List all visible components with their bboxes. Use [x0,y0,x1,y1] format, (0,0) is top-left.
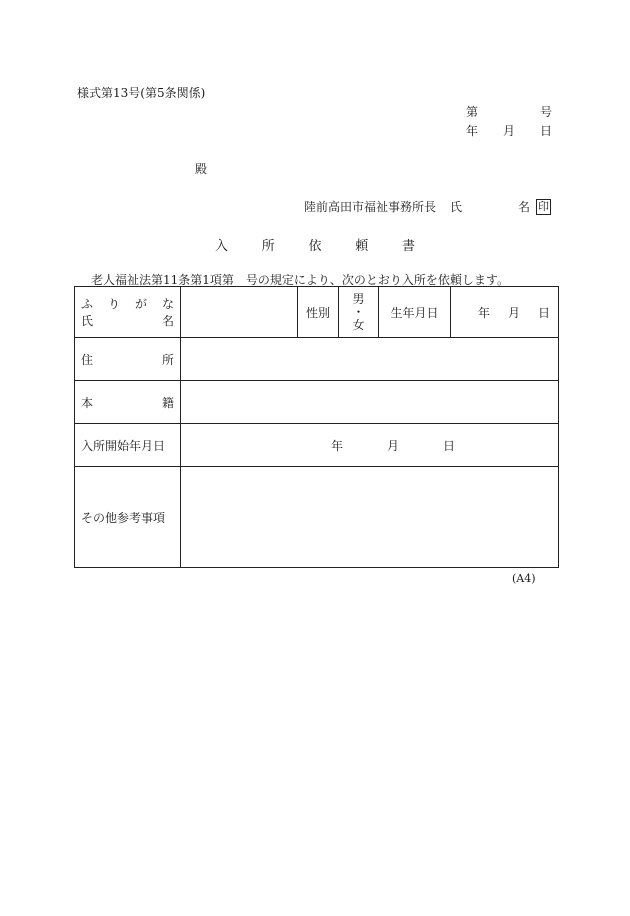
address-label: 住 所 [75,338,181,381]
number-prefix: 第 [466,105,479,119]
other-notes-row [75,467,559,568]
name-label: 氏 名 [81,314,174,328]
seal-mark: 印 [538,199,550,213]
issuer-name-label-2: 名 [518,200,531,214]
domicile-field[interactable] [181,381,559,424]
gender-field[interactable]: 男 ・ 女 [339,287,379,338]
recipient-honorific: 殿 [195,162,208,176]
start-date-field[interactable]: 年 月 日 [181,424,559,467]
form-code: 様式第13号(第5条関係) [77,86,206,100]
title-char: 入 [215,239,229,254]
name-field[interactable] [181,287,298,338]
date-day: 日 [539,124,552,138]
paper-size-label: (A4) [512,572,536,585]
document-number [466,103,552,120]
name-label-cell [75,287,181,338]
issuer-name-label: 氏 [450,200,463,214]
domicile-row [75,381,559,424]
document-date [466,122,552,139]
start-date-row [75,424,559,467]
address-field[interactable] [181,338,559,381]
issuer-office: 陸前高田市福祉事務所長 [304,200,437,214]
name-row [75,287,559,338]
issuer-line [304,198,554,215]
number-suffix: 号 [539,105,552,119]
date-month: 月 [502,124,515,138]
start-date-label: 入所開始年月日 [75,424,181,467]
furigana-label: ふ り が な [81,297,174,311]
gender-label: 性別 [298,287,339,338]
date-year: 年 [466,124,479,138]
title-char: 所 [261,239,275,254]
title-char: 頼 [355,239,369,254]
application-form-table [74,286,559,568]
birthdate-field[interactable]: 年 月 日 [451,287,559,338]
other-notes-label: その他参考事項 [75,467,181,568]
birthdate-label: 生年月日 [379,287,451,338]
intro-text: 老人福祉法第11条第1項第 号の規定により、次のとおり入所を依頼します。 [91,273,509,287]
address-row [75,338,559,381]
title-char: 依 [308,239,322,254]
document-title [215,235,415,254]
domicile-label: 本 籍 [75,381,181,424]
other-notes-field[interactable] [181,467,559,568]
title-char: 書 [401,239,415,254]
